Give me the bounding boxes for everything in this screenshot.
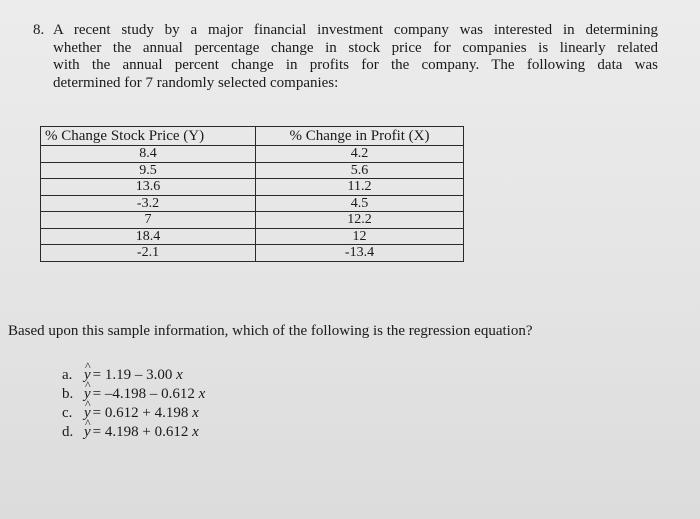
question-line: with the annual percent change in profits for the company. The following data was [53, 57, 658, 73]
option-expression: = 4.198 + 0.612 [92, 424, 189, 440]
table-row [41, 179, 464, 196]
table-row [41, 212, 464, 229]
answer-option-b[interactable] [62, 385, 205, 404]
y-hat-symbol: ^ y [84, 366, 91, 385]
table-row [41, 195, 464, 212]
cell-stock-price: -3.2 [41, 195, 256, 212]
cell-stock-price: 13.6 [41, 179, 256, 196]
column-header-stock-price: % Change Stock Price (Y) [41, 127, 256, 146]
table-header-row [41, 127, 464, 146]
y-hat-symbol: ^ y [84, 404, 91, 423]
option-letter: b. [62, 386, 74, 402]
x-variable: x [198, 386, 206, 402]
cell-profit: 12.2 [256, 212, 464, 229]
cell-profit: 4.2 [256, 146, 464, 163]
option-letter: a. [62, 367, 73, 383]
question-line: determined for 7 randomly selected companies: [53, 74, 339, 91]
cell-stock-price: 7 [41, 212, 256, 229]
x-variable: x [192, 424, 199, 440]
x-variable: x [176, 367, 183, 383]
x-variable: x [192, 405, 199, 421]
answer-option-d[interactable] [62, 423, 205, 442]
question-line: A recent study by a major financial investment company was interested in determining [53, 22, 658, 38]
cell-profit: 4.5 [256, 195, 464, 212]
table-row [41, 146, 464, 163]
cell-profit: -13.4 [256, 245, 464, 262]
table-row [41, 245, 464, 262]
data-table [40, 126, 464, 262]
column-header-profit: % Change in Profit (X) [256, 127, 464, 146]
table-row [41, 162, 464, 179]
cell-profit: 11.2 [256, 179, 464, 196]
cell-stock-price: 18.4 [41, 228, 256, 245]
option-letter: c. [62, 405, 73, 421]
question-number: 8. [33, 22, 45, 38]
cell-stock-price: 9.5 [41, 162, 256, 179]
cell-profit: 5.6 [256, 162, 464, 179]
y-hat-symbol: ^ y [84, 385, 91, 404]
option-expression: = 0.612 + 4.198 [92, 405, 189, 421]
option-expression: = 1.19 – 3.00 [92, 367, 173, 383]
cell-profit: 12 [256, 228, 464, 245]
cell-stock-price: 8.4 [41, 146, 256, 163]
question-line: whether the annual percentage change in stock price for companies is linearly related [53, 39, 658, 56]
y-hat-symbol: ^ y [84, 423, 91, 442]
answer-option-c[interactable] [62, 404, 205, 423]
answer-option-a[interactable] [62, 366, 205, 385]
question-text [53, 22, 658, 92]
option-letter: d. [62, 424, 74, 440]
cell-stock-price: -2.1 [41, 245, 256, 262]
table-row [41, 228, 464, 245]
question-prompt: Based upon this sample information, which of the following is the regression equation? [8, 323, 533, 339]
option-expression: = –4.198 – 0.612 [92, 386, 195, 402]
answer-options [62, 366, 205, 442]
